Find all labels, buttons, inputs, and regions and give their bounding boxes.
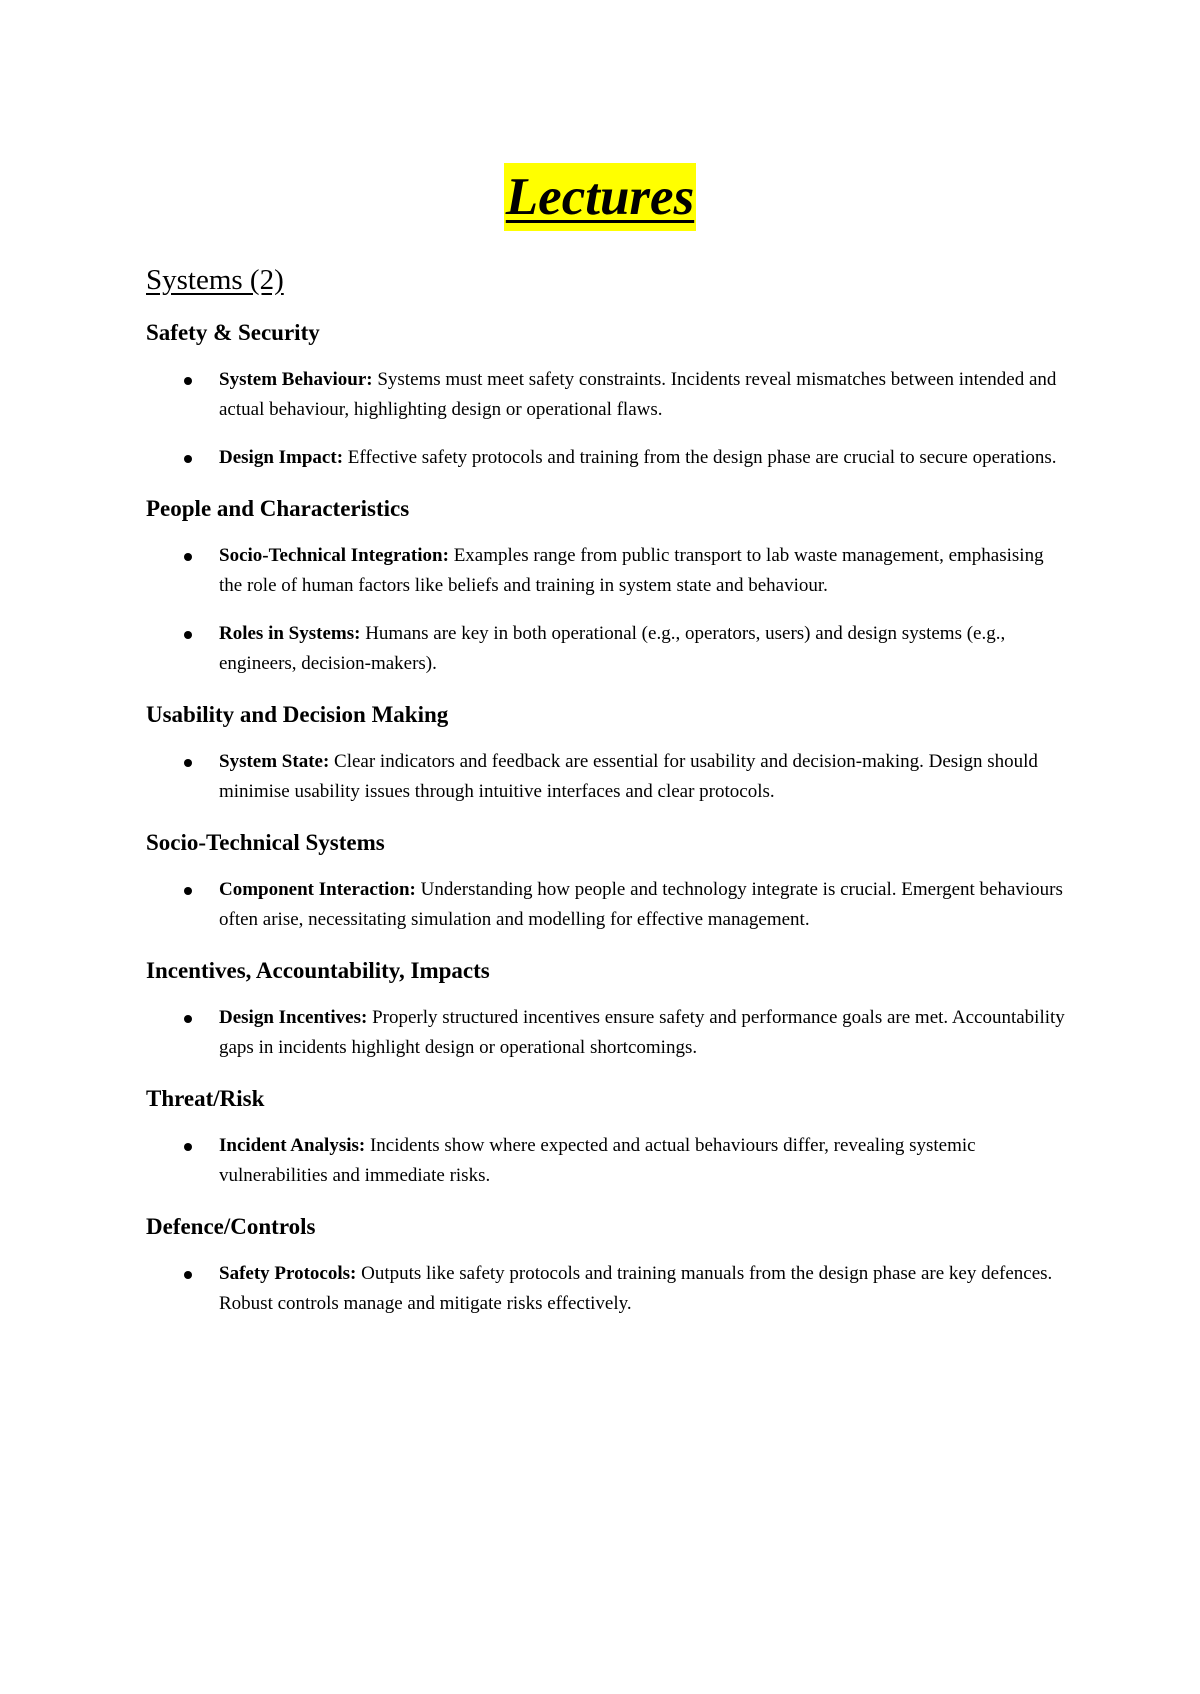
bullet-text: Effective safety protocols and training from the design phase are crucial to secure operations.: [343, 447, 1057, 468]
bullet-item: [146, 541, 1066, 601]
subheading-incentives-accountability-impacts: Incentives, Accountability, Impacts: [146, 958, 490, 983]
bullet-text: Understanding how people and technology integrate is crucial. Emergent behaviours often arise, necessitating simulation and modelling for effective management.: [219, 879, 1063, 930]
bullet-item: [146, 875, 1066, 935]
bullet-icon: [184, 455, 192, 463]
subheading-usability-decision-making: Usability and Decision Making: [146, 702, 449, 727]
section-title: Systems (2): [146, 264, 284, 296]
bullet-text: Properly structured incentives ensure safety and performance goals are met. Accountability gaps in incidents highlight design or operational shortcomings.: [219, 1007, 1065, 1058]
bullet-term: Roles in Systems:: [219, 623, 361, 644]
document-content: [146, 263, 1066, 1341]
bullet-list: [146, 1259, 1066, 1319]
bullet-text: Humans are key in both operational (e.g., operators, users) and design systems (e.g., engineers, decision-makers).: [219, 623, 1006, 674]
bullet-term: Component Interaction:: [219, 879, 416, 900]
subheading-defence-controls: Defence/Controls: [146, 1214, 316, 1239]
document-title: Lectures: [504, 163, 696, 231]
bullet-list: [146, 875, 1066, 935]
bullet-term: System State:: [219, 751, 330, 772]
bullet-icon: [184, 631, 192, 639]
bullet-item: [146, 1003, 1066, 1063]
bullet-icon: [184, 1271, 192, 1279]
bullet-term: Safety Protocols:: [219, 1263, 357, 1284]
bullet-text: Clear indicators and feedback are essential for usability and decision-making. Design should minimise usability issues through intuitive interfaces and clear protocols.: [219, 751, 1038, 802]
bullet-icon: [184, 1143, 192, 1151]
bullet-term: Design Incentives:: [219, 1007, 368, 1028]
bullet-term: Incident Analysis:: [219, 1135, 366, 1156]
bullet-item: [146, 1259, 1066, 1319]
bullet-icon: [184, 377, 192, 385]
bullet-text: Systems must meet safety constraints. Incidents reveal mismatches between intended and actual behaviour, highlighting design or operational flaws.: [219, 369, 1057, 420]
bullet-text: Outputs like safety protocols and training manuals from the design phase are key defences. Robust controls manage and mitigate risks effectively.: [219, 1263, 1053, 1314]
subheading-people-characteristics: People and Characteristics: [146, 496, 410, 521]
bullet-list: [146, 747, 1066, 807]
bullet-list: [146, 541, 1066, 679]
title-container: [0, 163, 1200, 231]
bullet-icon: [184, 759, 192, 767]
bullet-item: [146, 619, 1066, 679]
bullet-list: [146, 365, 1066, 473]
bullet-item: [146, 1131, 1066, 1191]
subheading-safety-security: Safety & Security: [146, 320, 320, 345]
subheading-socio-technical-systems: Socio-Technical Systems: [146, 830, 385, 855]
bullet-icon: [184, 887, 192, 895]
bullet-list: [146, 1003, 1066, 1063]
bullet-icon: [184, 1015, 192, 1023]
bullet-list: [146, 1131, 1066, 1191]
bullet-text: Incidents show where expected and actual behaviours differ, revealing systemic vulnerabilities and immediate risks.: [219, 1135, 976, 1186]
bullet-term: System Behaviour:: [219, 369, 373, 390]
subheading-threat-risk: Threat/Risk: [146, 1086, 265, 1111]
bullet-icon: [184, 553, 192, 561]
bullet-term: Socio-Technical Integration:: [219, 545, 449, 566]
bullet-item: [146, 747, 1066, 807]
bullet-item: [146, 443, 1066, 473]
bullet-term: Design Impact:: [219, 447, 344, 468]
bullet-text: Examples range from public transport to lab waste management, emphasising the role of human factors like beliefs and training in system state and behaviour.: [219, 545, 1044, 596]
bullet-item: [146, 365, 1066, 425]
